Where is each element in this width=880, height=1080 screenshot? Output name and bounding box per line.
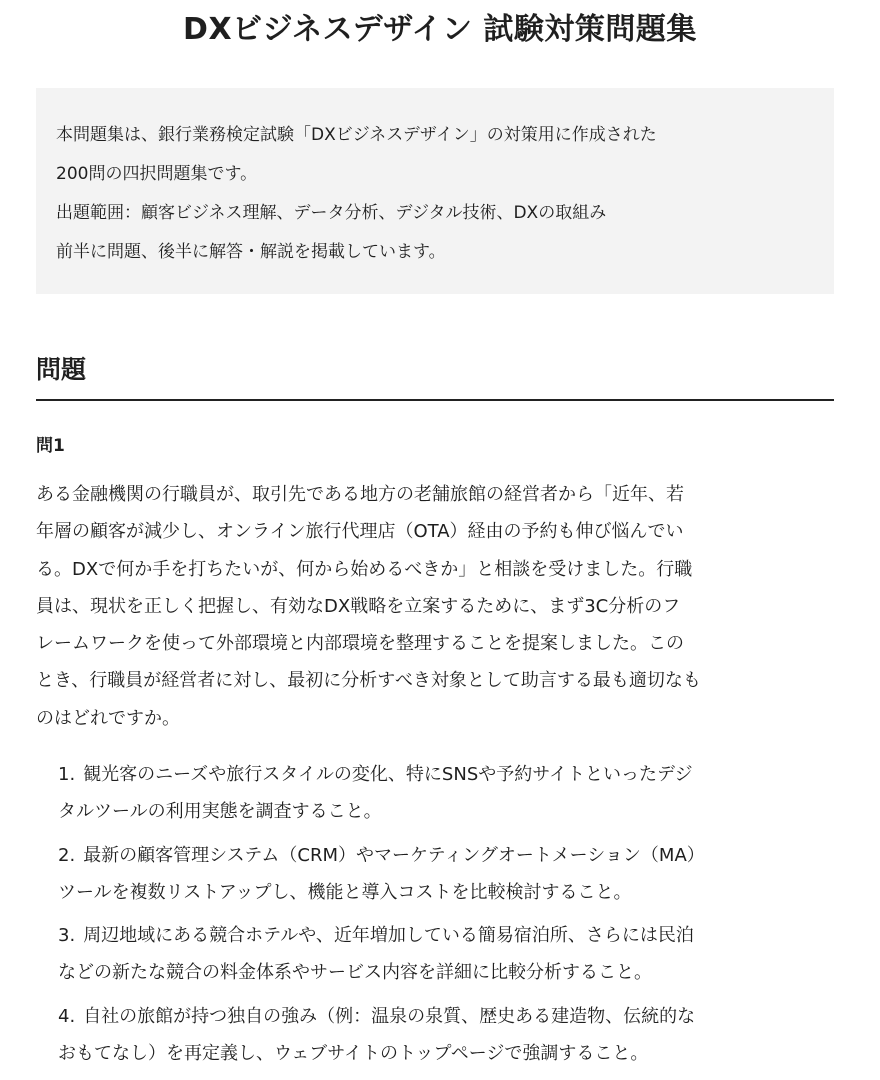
- option-text: 自社の旅館が持つ独自の強み（例：温泉の泉質、歴史ある建造物、伝統的な: [83, 1005, 696, 1027]
- option-line: [58, 998, 848, 1035]
- option-line: おもてなし）を再定義し、ウェブサイトのトップページで強調すること。: [58, 1042, 649, 1064]
- question-line: のはどれですか。: [36, 707, 180, 729]
- question-line: 員は、現状を正しく把握し、有効なDX戦略を立案するために、まず3C分析のフ: [36, 595, 681, 617]
- question-line: 年層の顧客が減少し、オンライン旅行代理店（OTA）経由の予約も伸び悩んでい: [36, 521, 684, 543]
- section-divider: [36, 399, 834, 401]
- intro-line: 前半に問題、後半に解答・解説を掲載しています。: [56, 242, 446, 262]
- question-line: レームワークを使って外部環境と内部環境を整理することを提案しました。この: [36, 633, 684, 655]
- document-title: DXビジネスデザイン 試験対策問題集: [183, 12, 697, 47]
- intro-box: [36, 88, 834, 294]
- answer-option-3: [58, 917, 848, 991]
- intro-line: 200問の四択問題集です。: [56, 164, 258, 184]
- answer-options: [58, 756, 848, 1078]
- question-line: とき、行職員が経営者に対し、最初に分析すべき対象として助言する最も適切なも: [36, 670, 701, 692]
- option-text: 観光客のニーズや旅行スタイルの変化、特にSNSや予約サイトといったデジ: [83, 764, 693, 785]
- question-text: [36, 476, 836, 737]
- intro-line: 出題範囲：顧客ビジネス理解、データ分析、デジタル技術、DXの取組み: [56, 203, 607, 223]
- answer-option-2: [58, 837, 848, 911]
- section-heading: 問題: [36, 355, 87, 384]
- option-line: [58, 837, 848, 874]
- option-line: ツールを複数リストアップし、機能と導入コストを比較検討すること。: [58, 881, 632, 903]
- question-label: 問1: [36, 436, 65, 456]
- question-line: ある金融機関の行職員が、取引先である地方の老舗旅館の経営者から「近年、若: [36, 484, 684, 505]
- answer-option-4: [58, 998, 848, 1072]
- option-text: 最新の顧客管理システム（CRM）やマーケティングオートメーション（MA）: [83, 844, 705, 866]
- intro-line: 本問題集は、銀行業務検定試験「DXビジネスデザイン」の対策用に作成された: [56, 125, 657, 145]
- answer-option-1: [58, 756, 848, 830]
- option-text: 周辺地域にある競合ホテルや、近年増加している簡易宿泊所、さらには民泊: [83, 925, 694, 946]
- option-line: [58, 917, 848, 954]
- option-line: タルツールの利用実態を調査すること。: [58, 801, 382, 822]
- option-line: [58, 756, 848, 793]
- option-number: 1.: [58, 764, 76, 785]
- option-number: 4.: [58, 1005, 76, 1027]
- option-line: などの新たな競合の料金体系やサービス内容を詳細に比較分析すること。: [58, 962, 652, 983]
- option-number: 3.: [58, 925, 76, 946]
- option-number: 2.: [58, 844, 76, 866]
- question-line: る。DXで何か手を打ちたいが、何から始めるべきか」と相談を受けました。行職: [36, 558, 693, 580]
